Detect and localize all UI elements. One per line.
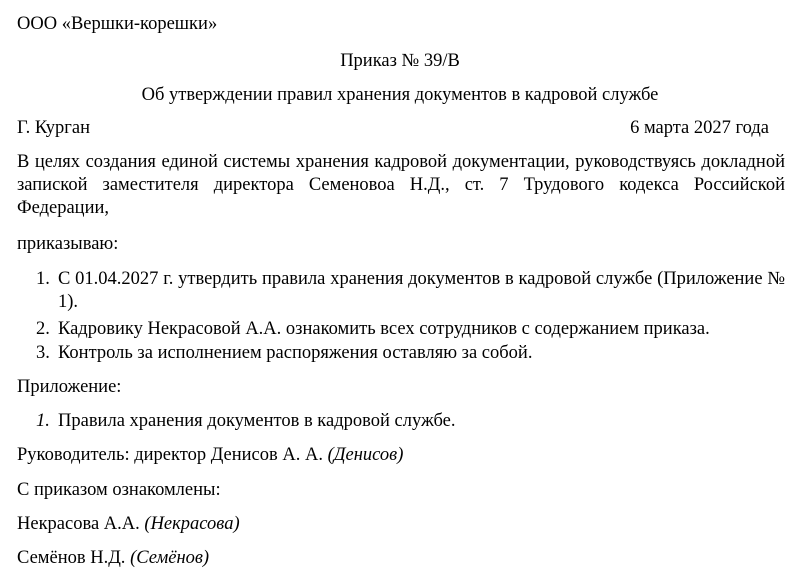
- order-item-number: 1.: [36, 269, 50, 289]
- order-word: приказываю:: [17, 234, 119, 254]
- order-item-text: Контроль за исполнением распоряжения оставляю за собой.: [58, 343, 533, 363]
- signatory-signature: (Семёнов): [130, 548, 210, 568]
- preamble-paragraph: В целях создания единой системы хранения кадровой документации, руководствуясь докладной запиской заместителя директора Семеновоа Н.Д., ст. 7 Трудового кодекса Российской Федерации,: [17, 152, 785, 218]
- order-item-3: [36, 342, 785, 365]
- signatory-name: Некрасова А.А.: [17, 514, 140, 534]
- order-item-1: [36, 268, 785, 314]
- appendix-item-number: 1.: [36, 411, 50, 431]
- acquainted-label: С приказом ознакомлены:: [17, 480, 221, 500]
- signatory-line: [17, 513, 240, 536]
- head-signature-line: [17, 444, 403, 467]
- appendix-label: Приложение:: [17, 377, 122, 397]
- order-item-number: 3.: [36, 343, 50, 363]
- appendix-item-1: [36, 410, 785, 433]
- order-item-2: [36, 318, 785, 341]
- head-signature: (Денисов): [327, 445, 404, 465]
- head-label: Руководитель: директор Денисов А. А.: [17, 445, 323, 465]
- order-item-text: Кадровику Некрасовой А.А. ознакомить всех сотрудников с содержанием приказа.: [58, 319, 710, 339]
- organization-name: ООО «Вершки-корешки»: [17, 14, 218, 34]
- order-title: Приказ № 39/В: [340, 51, 460, 71]
- document-page: [17, 0, 787, 580]
- signatory-signature: (Некрасова): [144, 514, 240, 534]
- city: Г. Курган: [17, 118, 91, 138]
- city-date-row: [17, 117, 769, 140]
- signatory-name: Семёнов Н.Д.: [17, 548, 126, 568]
- order-item-number: 2.: [36, 319, 50, 339]
- order-date: 6 марта 2027 года: [630, 118, 769, 138]
- appendix-item-text: Правила хранения документов в кадровой службе.: [58, 411, 456, 431]
- order-subject: Об утверждении правил хранения документов в кадровой службе: [141, 85, 659, 105]
- order-item-text: С 01.04.2027 г. утвердить правила хранения документов в кадровой службе (Приложение № 1).: [58, 269, 785, 312]
- signatory-line: [17, 547, 209, 570]
